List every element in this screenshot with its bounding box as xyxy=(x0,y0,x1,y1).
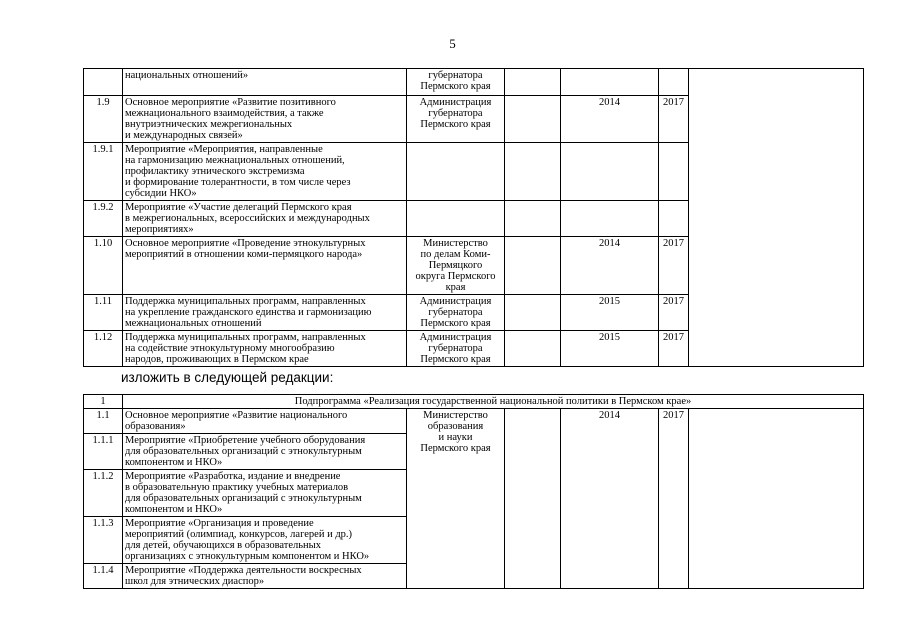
responsible-executor xyxy=(407,237,505,295)
responsible-line: и науки xyxy=(438,432,473,443)
description-line: Поддержка муниципальных программ, направленных xyxy=(125,296,366,307)
responsible-executor xyxy=(407,331,505,367)
responsible-executor xyxy=(407,96,505,143)
activity-description xyxy=(123,564,407,589)
spacer-cell xyxy=(505,237,561,295)
description-line: Мероприятие «Приобретение учебного оборудования xyxy=(125,435,366,446)
row-number: 1.1.2 xyxy=(84,470,123,517)
activity-description xyxy=(123,237,407,295)
description-line: Мероприятие «Мероприятия, направленные xyxy=(125,144,323,155)
activity-description xyxy=(123,295,407,331)
row-number: 1.9.2 xyxy=(84,201,123,237)
row-number: 1.1 xyxy=(84,409,123,434)
end-year: 2017 xyxy=(659,331,689,367)
subprogram-title: Подпрограмма «Реализация государственной национальной политики в Пермском крае» xyxy=(123,395,864,409)
description-line: для образовательных организаций с этнокультурным xyxy=(125,446,362,457)
description-line: и международных связей» xyxy=(125,130,243,141)
description-line: для образовательных организаций с этнокультурным xyxy=(125,493,362,504)
spacer-cell xyxy=(505,69,561,96)
responsible-line: образования xyxy=(427,421,484,432)
end-year xyxy=(659,69,689,96)
description-line: на содействие этнокультурному многообразию xyxy=(125,343,335,354)
end-year xyxy=(659,143,689,201)
description-line: межнационального взаимодействия, а также xyxy=(125,108,324,119)
responsible-line: губернатора xyxy=(428,307,483,318)
description-line: Мероприятие «Организация и проведение xyxy=(125,518,314,529)
activity-description xyxy=(123,143,407,201)
table-row xyxy=(84,69,864,96)
results-cell xyxy=(689,69,864,367)
description-line: Основное мероприятие «Развитие национального xyxy=(125,410,348,421)
responsible-line: Администрация xyxy=(419,332,492,343)
start-year xyxy=(561,69,659,96)
responsible-line: края xyxy=(445,282,466,293)
description-line: организациях с этнокультурным компонентом и НКО» xyxy=(125,551,370,562)
spacer-cell xyxy=(505,409,561,589)
responsible-line: Министерство xyxy=(423,238,488,249)
description-line: и формирование толерантности, в том числе через xyxy=(125,177,351,188)
description-line: профилактику этнического экстремизма xyxy=(125,166,305,177)
end-year: 2017 xyxy=(659,295,689,331)
spacer-cell xyxy=(505,295,561,331)
end-year xyxy=(659,201,689,237)
description-line: мероприятий (олимпиад, конкурсов, лагерей и др.) xyxy=(125,529,353,540)
description-line: Мероприятие «Поддержка деятельности воскресных xyxy=(125,565,362,576)
activity-description xyxy=(123,517,407,564)
spacer-cell xyxy=(505,201,561,237)
start-year: 2015 xyxy=(561,295,659,331)
row-number: 1.10 xyxy=(84,237,123,295)
responsible-line: Пермского края xyxy=(420,119,491,130)
activity-description xyxy=(123,434,407,470)
description-line: на укрепление гражданского единства и гармонизацию xyxy=(125,307,372,318)
description-line: школ для этнических диаспор» xyxy=(125,576,265,587)
description-line: Основное мероприятие «Развитие позитивного xyxy=(125,97,336,108)
spacer-cell xyxy=(505,331,561,367)
activity-description xyxy=(123,96,407,143)
description-line: национальных отношений» xyxy=(125,70,249,81)
description-line: для детей, обучающихся в образовательных xyxy=(125,540,321,551)
description-line: образования» xyxy=(125,421,186,432)
description-line: мероприятий в отношении коми-пермяцкого народа» xyxy=(125,249,363,260)
description-line: компонентом и НКО» xyxy=(125,504,223,515)
end-year: 2017 xyxy=(659,409,689,589)
description-line: компонентом и НКО» xyxy=(125,457,223,468)
row-number xyxy=(84,69,123,96)
table-row xyxy=(84,409,864,434)
responsible-executor xyxy=(407,69,505,96)
responsible-line: Пермского края xyxy=(420,318,491,329)
page-number: 5 xyxy=(449,36,456,51)
description-line: народов, проживающих в Пермском крае xyxy=(125,354,309,365)
activity-description xyxy=(123,470,407,517)
start-year: 2014 xyxy=(561,237,659,295)
row-number: 1 xyxy=(84,395,123,409)
start-year xyxy=(561,201,659,237)
spacer-cell xyxy=(505,96,561,143)
responsible-line: Администрация xyxy=(419,296,492,307)
row-number: 1.11 xyxy=(84,295,123,331)
responsible-line: округа Пермского xyxy=(415,271,496,282)
responsible-executor xyxy=(407,143,505,201)
responsible-line: Пермского края xyxy=(420,81,491,92)
description-line: в образовательную практику учебных материалов xyxy=(125,482,349,493)
activity-description xyxy=(123,331,407,367)
description-line: Основное мероприятие «Проведение этнокультурных xyxy=(125,238,366,249)
activity-description xyxy=(123,201,407,237)
responsible-line: Пермского края xyxy=(420,443,491,454)
intro-text: изложить в следующей редакции: xyxy=(121,370,334,385)
description-line: мероприятиях» xyxy=(125,224,194,235)
description-line: в межрегиональных, всероссийских и международных xyxy=(125,213,370,224)
end-year: 2017 xyxy=(659,237,689,295)
responsible-executor xyxy=(407,409,505,589)
program-table-old xyxy=(83,68,864,367)
responsible-executor xyxy=(407,295,505,331)
responsible-line: Администрация xyxy=(419,97,492,108)
responsible-line: губернатора xyxy=(428,343,483,354)
start-year: 2014 xyxy=(561,96,659,143)
responsible-line: губернатора xyxy=(428,70,483,81)
description-line: на гармонизацию межнациональных отношений, xyxy=(125,155,345,166)
start-year: 2014 xyxy=(561,409,659,589)
row-number: 1.1.3 xyxy=(84,517,123,564)
responsible-executor xyxy=(407,201,505,237)
results-cell xyxy=(689,409,864,589)
responsible-line: Министерство xyxy=(423,410,488,421)
row-number: 1.9 xyxy=(84,96,123,143)
spacer-cell xyxy=(505,143,561,201)
start-year xyxy=(561,143,659,201)
row-number: 1.1.4 xyxy=(84,564,123,589)
responsible-line: Пермского края xyxy=(420,354,491,365)
row-number: 1.1.1 xyxy=(84,434,123,470)
description-line: Мероприятие «Участие делегаций Пермского края xyxy=(125,202,352,213)
row-number: 1.9.1 xyxy=(84,143,123,201)
subprogram-header-row xyxy=(84,395,864,409)
start-year: 2015 xyxy=(561,331,659,367)
description-line: субсидии НКО» xyxy=(125,188,197,199)
responsible-line: по делам Коми- xyxy=(420,249,491,260)
description-line: межнациональных отношений xyxy=(125,318,262,329)
row-number: 1.12 xyxy=(84,331,123,367)
responsible-line: Пермяцкого xyxy=(428,260,483,271)
responsible-line: губернатора xyxy=(428,108,483,119)
description-line: Мероприятие «Разработка, издание и внедрение xyxy=(125,471,341,482)
description-line: Поддержка муниципальных программ, направленных xyxy=(125,332,366,343)
program-table-new xyxy=(83,394,864,589)
end-year: 2017 xyxy=(659,96,689,143)
activity-description xyxy=(123,409,407,434)
activity-description xyxy=(123,69,407,96)
description-line: внутриэтнических межрегиональных xyxy=(125,119,293,130)
